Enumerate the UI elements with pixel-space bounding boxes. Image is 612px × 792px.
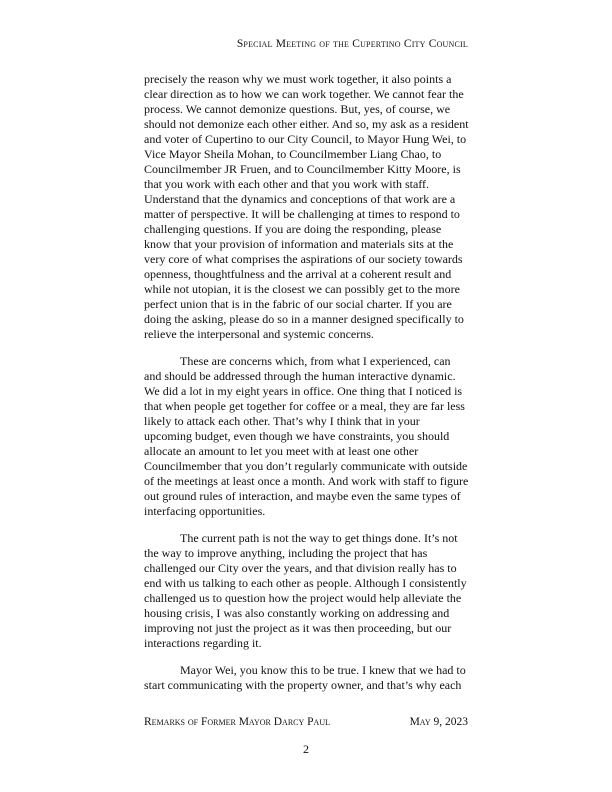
footer-date: May 9, 2023 — [409, 716, 468, 728]
paragraph-3: The current path is not the way to get things done. It’s not the way to improve anything, including the project that has challenged our City over the years, and that division really has to end with us talking to each other as people. Although I consistently challenged us to question how the project would help alleviate the housing crisis, I was also constantly working on addressing and improving not just the project as it was then proceeding, but our interactions regarding it. — [144, 531, 467, 650]
running-header: Special Meeting of the Cupertino City Council — [236, 38, 468, 50]
paragraph-1: precisely the reason why we must work together, it also points a clear direction as to how we can work together. We cannot fear the process. We cannot demonize questions. But, yes, of course, we should not demonize each other either. And so, my ask as a resident and voter of Cupertino to our City Council, to Mayor Hung Wei, to Vice Mayor Sheila Mohan, to Councilmember Liang Chao, to Councilmember JR Fruen, and to Councilmember Kitty Moore, is that you work with each other and that you work with staff. Understand that the dynamics and conceptions of that work are a matter of perspective. It will be challenging at times to respond to challenging questions. If you are doing the responding, please know that your provision of information and materials sits at the very core of what comprises the aspirations of our society towards openness, thoughtfulness and the arrival at a coherent result and while not utopian, it is the closest we can possibly get to the more perfect union that is in the fabric of our social charter. If you are doing the asking, please do so in a manner designed specifically to relieve the interpersonal and systemic concerns. — [144, 72, 469, 341]
paragraph-2: These are concerns which, from what I experienced, can and should be addressed through the human interactive dynamic. We did a lot in my eight years in office. One thing that I noticed is that when people get together for coffee or a meal, they are far less likely to attack each other. That’s why I think that in your upcoming budget, even though we have constraints, you should allocate an amount to let you meet with at least one other Councilmember that you don’t regularly communicate with outside of the meetings at least once a month. And work with staff to figure out ground rules of interaction, and maybe even the same types of interfacing opportunities. — [144, 354, 469, 518]
document-body — [144, 72, 470, 705]
page-number: 2 — [303, 742, 309, 756]
paragraph-4: Mayor Wei, you know this to be true. I knew that we had to start communicating with the property owner, and that’s why each — [144, 663, 466, 692]
footer-document-title: Remarks of Former Mayor Darcy Paul — [144, 716, 330, 728]
